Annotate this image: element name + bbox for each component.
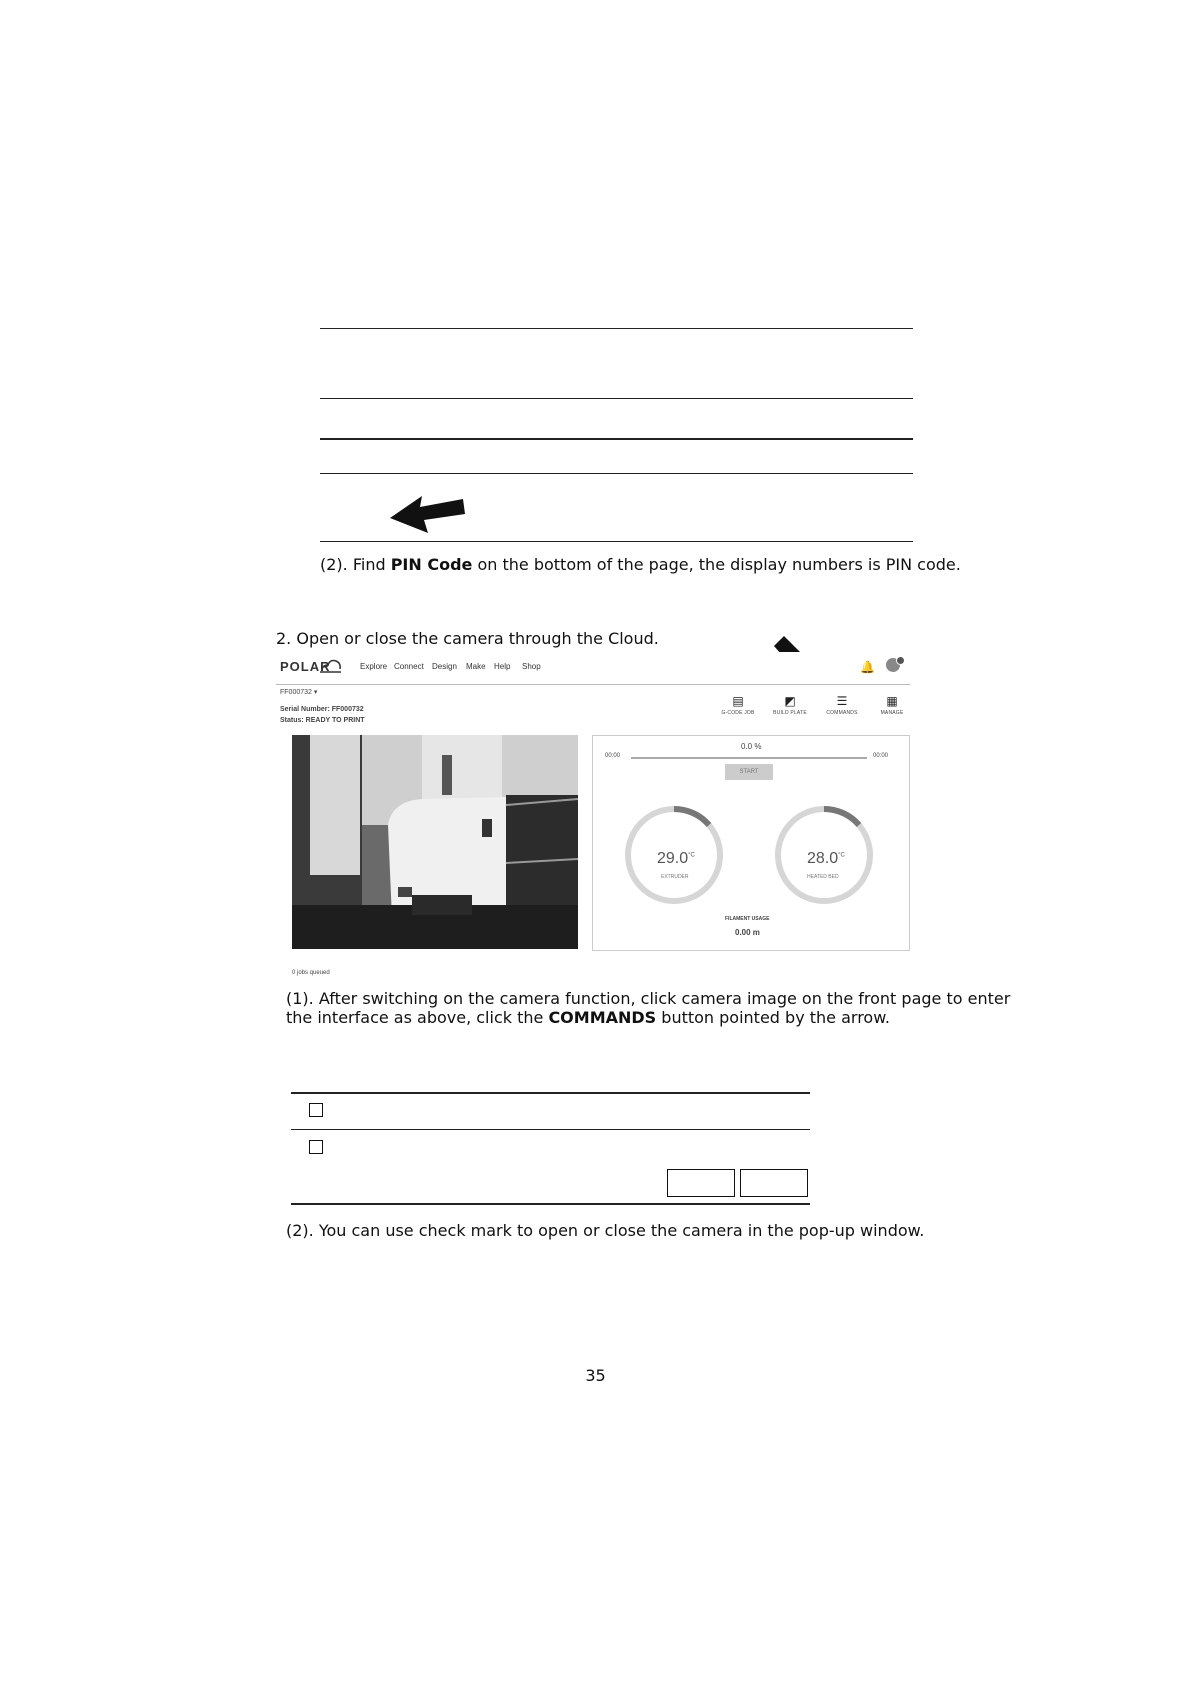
left-arrow-icon [388,490,468,536]
file-icon: ▤ [732,694,744,708]
camera-checkbox-1[interactable] [309,1103,323,1117]
jobs-queued: 0 jobs queued [292,970,330,976]
list-icon: ☰ [836,694,848,708]
printer-select[interactable]: FF000732 ▾ [280,689,318,696]
popup-button-2[interactable] [740,1169,808,1197]
rule-1 [320,328,913,329]
nav-connect[interactable]: Connect [394,662,424,671]
check-mark-caption: (2). You can use check mark to open or close the camera in the pop-up window. [286,1221,925,1240]
manage-button[interactable]: ▦ MANAGE [868,694,916,716]
popup-rule-top [291,1092,810,1094]
build-plate-button[interactable]: ◩ BUILD PLATE [766,694,814,716]
camera-checkbox-2[interactable] [309,1140,323,1154]
notification-badge [896,656,905,665]
rule-5 [320,541,913,542]
rule-3 [320,438,913,440]
bell-icon[interactable]: 🔔 [860,660,875,674]
time-remaining: 00:00 [873,753,889,759]
nav-help[interactable]: Help [494,662,511,671]
pin-code-caption: (2). Find PIN Code on the bottom of the page, the display numbers is PIN code. [320,555,961,574]
image-icon: ◩ [784,694,796,708]
grid-icon: ▦ [886,694,898,708]
gcode-job-button[interactable]: ▤ G-CODE JOB [714,694,762,716]
popup-button-1[interactable] [667,1169,735,1197]
printer-status: Status: READY TO PRINT [280,717,365,724]
printer-status-panel [592,735,910,951]
filament-usage-value: 0.00 m [735,928,760,937]
cloud-logo-icon [320,657,342,675]
extruder-temp: $29.0^{^\circ C}$ [657,850,695,867]
serial-number: Serial Number: FF000732 [280,706,364,713]
camera-image[interactable] [292,735,578,949]
top-nav [276,652,910,685]
progress-bar [631,757,867,759]
polar-logo: POLAR [280,659,331,674]
commands-caption-line1: (1). After switching on the camera function, click camera image on the front page to enter [286,989,1011,1008]
nav-shop[interactable]: Shop [522,662,541,671]
nav-make[interactable]: Make [466,662,486,671]
section-heading: 2. Open or close the camera through the Cloud. [276,629,659,648]
nav-design[interactable]: Design [432,662,457,671]
nav-explore[interactable]: Explore [360,662,388,671]
commands-button[interactable]: ☰ COMMANDS [818,694,866,716]
rule-4 [320,473,913,474]
popup-rule-mid [291,1129,810,1130]
polar-cloud-screenshot [276,652,910,982]
heated-bed-temp: $28.0^{^\circ C}$ [807,850,845,867]
popup-rule-bottom [291,1203,810,1205]
camera-scene [292,735,578,949]
time-elapsed: 00:00 [605,753,621,759]
rule-2 [320,398,913,399]
start-button[interactable]: START [725,764,773,780]
filament-usage-label: FILAMENT USAGE [725,916,770,922]
extruder-label: EXTRUDER [661,874,689,880]
progress-percent: 0.0 % [741,742,762,751]
page-number: 35 [585,1366,606,1385]
heated-bed-label: HEATED BED [807,874,839,880]
commands-caption-line2: the interface as above, click the COMMANDS button pointed by the arrow. [286,1008,890,1027]
